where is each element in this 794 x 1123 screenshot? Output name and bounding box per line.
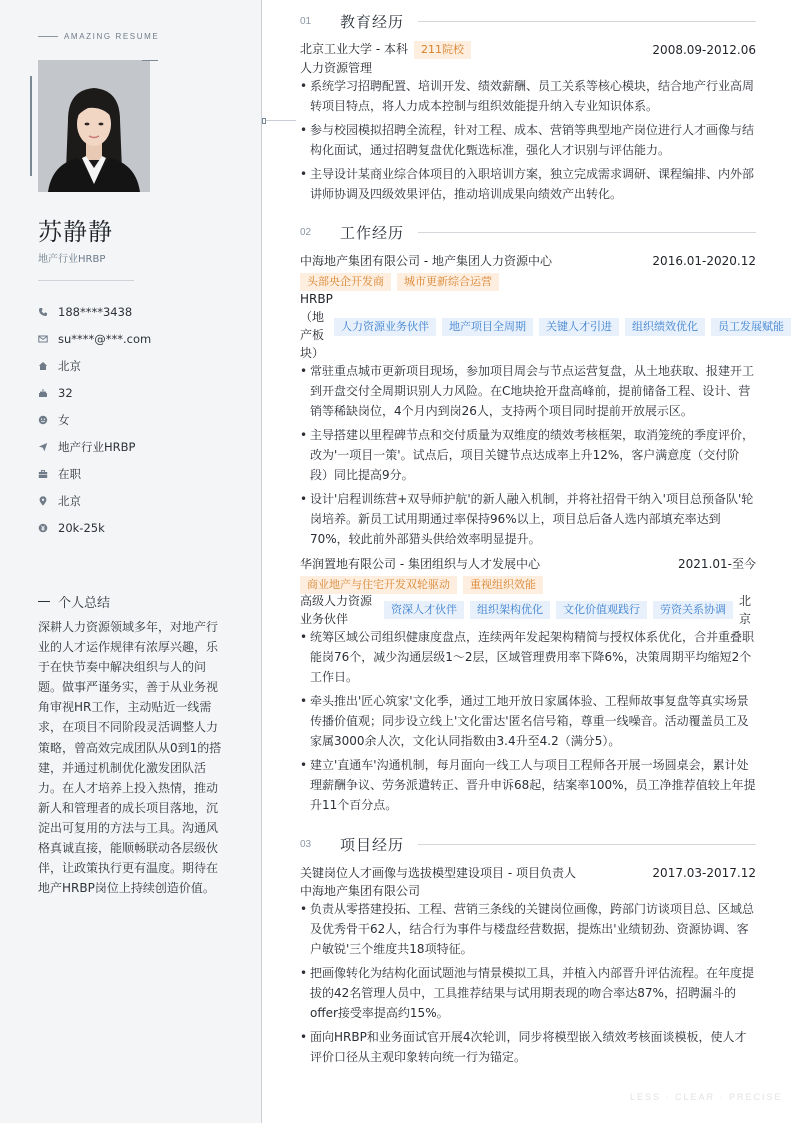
education-entry	[300, 40, 756, 59]
skill-tag: 资深人才伙伴	[384, 601, 464, 619]
job-role-row	[300, 592, 753, 628]
brand	[38, 30, 159, 42]
skill-tag: 人力资源业务伙伴	[334, 318, 436, 336]
mail-icon	[38, 334, 48, 344]
contact-age	[38, 379, 151, 406]
section-work-header	[300, 221, 756, 243]
sidebar-divider	[38, 280, 134, 281]
school-tag: 211院校	[414, 41, 471, 59]
list-item: • 参与校园模拟招聘全流程，针对工程、成本、营销等典型地产岗位进行人才画像与结构化面试，通过招聘复盘优化甄选标准，强化人才识别与评估能力。	[300, 120, 756, 160]
job-company: 中海地产集团有限公司 - 地产集团人力资源中心	[300, 254, 552, 268]
cake-icon	[38, 388, 48, 398]
section-projects-header	[300, 833, 756, 855]
brand-divider	[38, 36, 58, 37]
sidebar	[0, 0, 262, 1123]
avatar-illustration	[38, 60, 150, 192]
skill-tag: 组织绩效优化	[625, 318, 705, 336]
person-title: 地产行业HRBP	[38, 254, 106, 265]
project-name: 关键岗位人才画像与选拔模型建设项目 - 项目负责人	[300, 866, 576, 880]
list-item: • 建立'直通车'沟通机制，每月面向一线工人与项目工程师各开展一场圆桌会，累计处理薪酬争议、劳务派遣转正、晋升申诉68起，结案率100%，员工净推荐值较上年提升11个百分点。	[300, 755, 756, 815]
job-role: 高级人力资源业务伙伴	[300, 594, 373, 626]
briefcase-icon	[38, 469, 48, 479]
person-name: 苏静静	[38, 218, 113, 246]
brand-text: AMAZING RESUME	[64, 31, 160, 41]
skill-tag: 劳资关系协调	[653, 601, 733, 619]
phone-icon	[38, 307, 48, 317]
section-number: 03	[300, 838, 312, 850]
job-date: 2016.01-2020.12	[652, 253, 756, 268]
company-tag: 商业地产与住宅开发双轮驱动	[300, 576, 457, 594]
summary-title: 个人总结	[58, 596, 111, 611]
list-item: • 主导设计某商业综合体项目的入职培训方案，独立完成需求调研、课程编排、内外部讲师协调及四级效果评估，推动培训成果向绩效产出转化。	[300, 164, 756, 204]
list-item: • 统筹区域公司组织健康度盘点，连续两年发起架构精简与授权体系优化，合并重叠职能岗76个，减少沟通层级1～2层，区域管理费用率下降6%，决策周期平均缩短2个工作日。	[300, 627, 756, 687]
skill-tags	[384, 601, 733, 619]
job-bullets	[300, 361, 756, 553]
contact-home	[38, 352, 151, 379]
home-icon	[38, 361, 48, 371]
skill-tag: 地产项目全周期	[442, 318, 533, 336]
contact-phone	[38, 298, 151, 325]
section-education-header	[300, 10, 756, 32]
section-rule	[418, 844, 756, 845]
contact-gender	[38, 406, 151, 433]
summary-heading	[38, 592, 110, 611]
company-tag: 头部央企开发商	[300, 273, 391, 291]
section-rule	[418, 21, 756, 22]
project-date: 2017.03-2017.12	[652, 865, 756, 880]
list-item: • 系统学习招聘配置、培训开发、绩效薪酬、员工关系等核心模块，结合地产行业高周转项目特点，将人力成本控制与组织效能提升纳入专业知识体系。	[300, 76, 756, 116]
contact-status	[38, 460, 151, 487]
contact-phone-text: 188****3438	[58, 304, 133, 319]
salary-icon	[38, 523, 48, 533]
project-entry	[300, 864, 756, 881]
job-role: HRBP（地产板块）	[300, 292, 333, 360]
job-role-row	[300, 290, 791, 362]
contact-salary-text: 20k-25k	[58, 520, 105, 535]
summary-dash	[38, 601, 50, 602]
contact-location-text: 北京	[58, 493, 81, 508]
job-entry	[300, 555, 756, 572]
skill-tags	[334, 318, 791, 336]
job-date: 2021.01-至今	[678, 557, 756, 571]
contact-email	[38, 325, 151, 352]
section-number: 01	[300, 15, 312, 27]
list-item: • 把画像转化为结构化面试题池与情景模拟工具，并植入内部晋升评估流程。在年度提拔的42名管理人员中，工具推荐结果与试用期表现的吻合率达87%，招聘漏斗的offer接受率提高约15%。	[300, 963, 756, 1023]
contact-target-role	[38, 433, 151, 460]
list-item: • 常驻重点城市更新项目现场，参加项目周会与节点运营复盘，从土地获取、报建开工到开盘交付全周期识别人力风险。在C地块抢开盘高峰前，提前储备工程、设计、营销等稀缺岗位，4个月内到岗26人，支持两个项目同时提前开放展示区。	[300, 361, 756, 421]
list-item: • 负责从零搭建投拓、工程、营销三条线的关键岗位画像，跨部门访谈项目总、区域总及优秀骨干62人，结合行为事件与楼盘经营数据，提炼出'业绩韧劲、资源协调、客户敏锐'三个维度共18项特征。	[300, 899, 756, 959]
education-bullets	[300, 76, 756, 208]
contact-age-text: 32	[58, 385, 73, 400]
contact-location	[38, 487, 151, 514]
contact-salary	[38, 514, 151, 541]
skill-tag: 文化价值观践行	[556, 601, 647, 619]
skill-tag: 组织架构优化	[470, 601, 550, 619]
contact-home-text: 北京	[58, 358, 81, 373]
education-major: 人力资源管理	[300, 61, 373, 75]
photo-accent-line	[30, 76, 32, 176]
job-bullets	[300, 627, 756, 819]
section-title: 工作经历	[340, 223, 405, 242]
list-item: • 设计'启程训练营+双导师护航'的新人融入机制，并将社招骨干纳入'项目总预备队'轮岗培养。新员工试用期通过率保持96%以上，项目总后备人选内部填充率达到70%，较此前外部猎头供给效率明显提升。	[300, 489, 756, 549]
section-title: 项目经历	[340, 835, 405, 854]
timeline-marker-line	[266, 120, 296, 121]
education-date: 2008.09-2012.06	[652, 42, 756, 57]
job-location: 北京	[739, 594, 752, 626]
section-number: 02	[300, 226, 312, 238]
contact-target-role-text: 地产行业HRBP	[58, 439, 136, 454]
list-item: • 面向HRBP和业务面试官开展4次轮训，同步将模型嵌入绩效考核面谈模板，使人才评价口径从主观印象转向统一行为锚定。	[300, 1027, 756, 1067]
contact-status-text: 在职	[58, 466, 81, 481]
project-bullets	[300, 899, 756, 1071]
list-item: • 牵头推出'匠心筑家'文化季，通过工地开放日家属体验、工程师故事复盘等真实场景传播价值观；同步设立线上'文化雷达'匿名信号箱，尊重一线噪音。活动覆盖员工及家属3000余人次，文化认同指数由3.4升至4.2（满分5）。	[300, 691, 756, 751]
timeline-marker	[262, 118, 266, 124]
location-pin-icon	[38, 496, 48, 506]
section-title: 教育经历	[340, 12, 405, 31]
contact-email-text: su****@***.com	[58, 331, 152, 346]
company-tag: 城市更新综合运营	[397, 273, 499, 291]
photo-corner-line	[142, 60, 158, 61]
job-tags	[300, 273, 499, 291]
section-rule	[418, 232, 756, 233]
project-org: 中海地产集团有限公司	[300, 884, 421, 898]
contact-list	[38, 298, 151, 541]
skill-tag: 关键人才引进	[539, 318, 619, 336]
skill-tag: 员工发展赋能	[711, 318, 791, 336]
contact-gender-text: 女	[58, 412, 70, 427]
company-tag: 重视组织效能	[463, 576, 543, 594]
job-company: 华润置地有限公司 - 集团组织与人才发展中心	[300, 557, 540, 571]
send-icon	[38, 442, 48, 452]
gender-icon	[38, 415, 48, 425]
school-name: 北京工业大学 - 本科	[300, 42, 408, 56]
avatar-photo	[38, 60, 150, 192]
list-item: • 主导搭建以里程碑节点和交付质量为双维度的绩效考核框架，取消笼统的季度评价，改为'一项目一策'。试点后，项目关键节点达成率上升12%，客户满意度（交付阶段）同比提高9分。	[300, 425, 756, 485]
job-entry	[300, 252, 756, 269]
summary-text: 深耕人力资源领域多年，对地产行业的人才运作规律有浓厚兴趣，乐于在快节奏中解决组织与人的问题。做事严谨务实，善于从业务视角审视HR工作，主动贴近一线需求，在项目不同阶段灵活调整人力策略，曾高效完成团队从0到1的搭建，并通过机制优化激发团队活力。在人才培养上投入热情，推动新人和管理者的成长项目落地，沉淀出可复用的方法与工具。沟通风格真诚直接，能顺畅联动各层级伙伴，让政策执行更有温度。期待在地产HRBP岗位上持续创造价值。	[38, 620, 222, 896]
footer-watermark: LESS · CLEAR · PRECISE	[630, 1092, 783, 1102]
